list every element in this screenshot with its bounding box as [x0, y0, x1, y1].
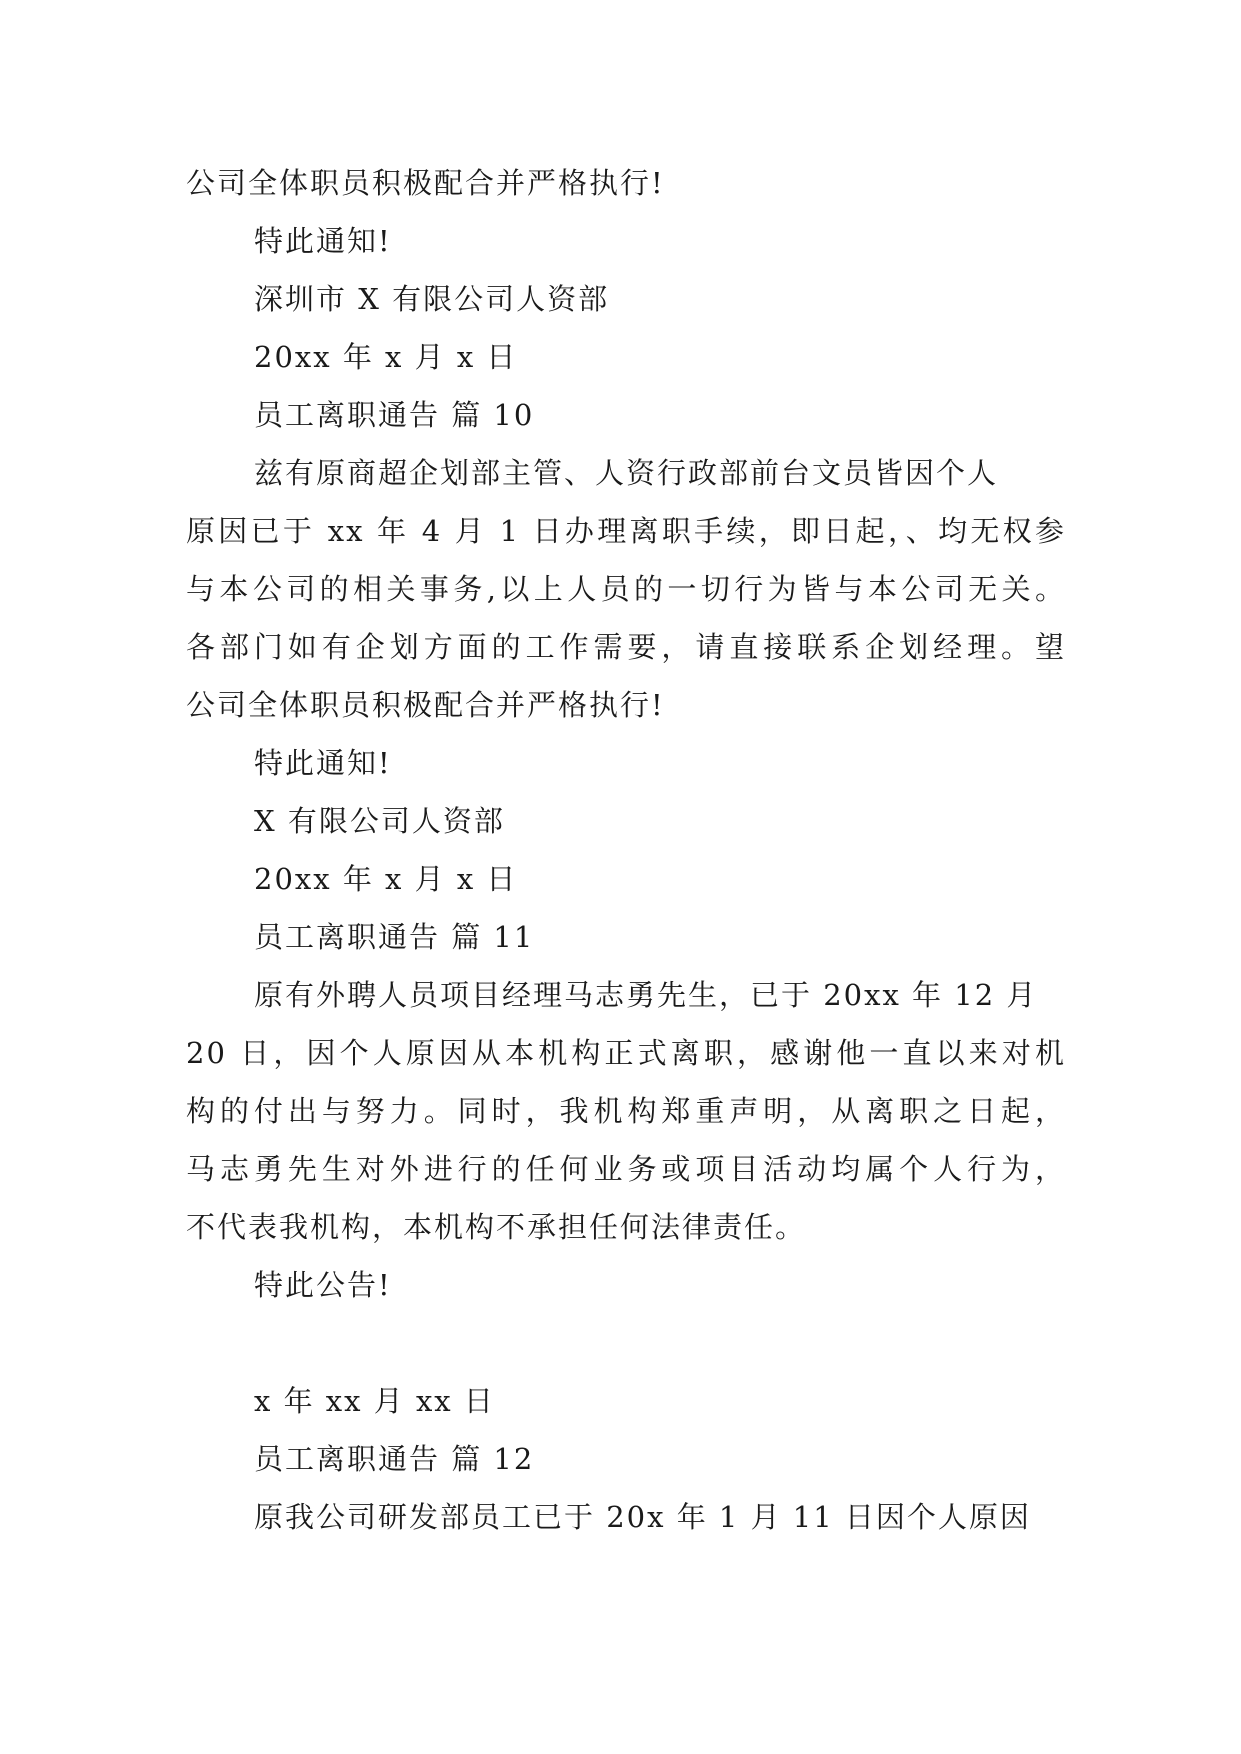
paragraph-line: 构的付出与努力。同时，我机构郑重声明，从离职之日起，	[186, 1094, 1066, 1128]
signature-department: 深圳市 X 有限公司人资部	[254, 282, 610, 316]
signature-date: 20xx 年 x 月 x 日	[254, 862, 518, 896]
paragraph-line: 20 日，因个人原因从本机构正式离职，感谢他一直以来对机	[186, 1036, 1066, 1070]
paragraph-line: 原我公司研发部员工已于 20x 年 1 月 11 日因个人原因	[254, 1500, 1031, 1534]
paragraph-line: 各部门如有企划方面的工作需要，请直接联系企划经理。望	[186, 630, 1066, 664]
paragraph-line: 公司全体职员积极配合并严格执行!	[186, 688, 665, 722]
signature-date: x 年 xx 月 xx 日	[254, 1384, 495, 1418]
notice-closing: 特此公告!	[254, 1268, 392, 1302]
paragraph-line: 原因已于 xx 年 4 月 1 日办理离职手续，即日起，、均无权参	[186, 514, 1066, 548]
paragraph-line: 与本公司的相关事务,以上人员的一切行为皆与本公司无关。	[186, 572, 1066, 606]
paragraph-line: 兹有原商超企划部主管、人资行政部前台文员皆因个人	[254, 456, 999, 490]
section-heading-11: 员工离职通告 篇 11	[254, 920, 535, 954]
section-heading-12: 员工离职通告 篇 12	[254, 1442, 535, 1476]
section-heading-10: 员工离职通告 篇 10	[254, 398, 535, 432]
paragraph-line: 公司全体职员积极配合并严格执行!	[186, 166, 665, 200]
signature-date: 20xx 年 x 月 x 日	[254, 340, 518, 374]
notice-closing: 特此通知!	[254, 746, 392, 780]
document-body	[186, 154, 1066, 1546]
notice-closing: 特此通知!	[254, 224, 392, 258]
paragraph-line: 马志勇先生对外进行的任何业务或项目活动均属个人行为，	[186, 1152, 1066, 1186]
signature-department: X 有限公司人资部	[254, 804, 505, 838]
paragraph-line: 不代表我机构，本机构不承担任何法律责任。	[186, 1210, 807, 1244]
blank-line	[186, 1314, 1066, 1372]
paragraph-line: 原有外聘人员项目经理马志勇先生，已于 20xx 年 12 月	[254, 978, 1038, 1012]
